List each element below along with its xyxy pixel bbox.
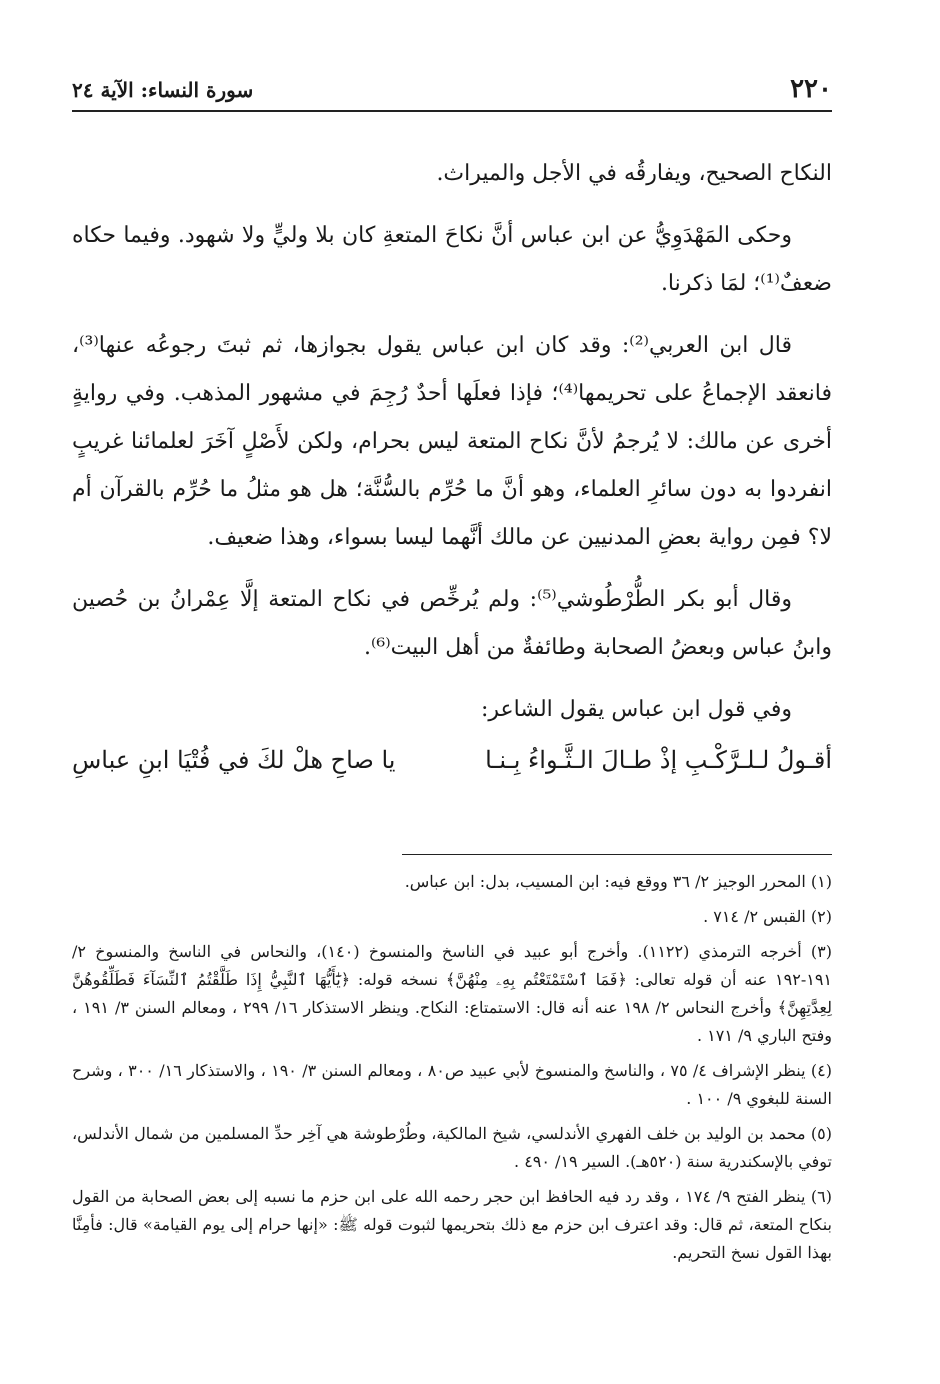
footnote: (٤) ينظر الإشراف ٤/ ٧٥ ، والناسخ والمنسوخ لأبي عبيد ص٨٠ ، ومعالم السنن ٣/ ١٩٠ ، والاستذكار ١٦/ ٣٠٠ ، وشرح السنة للبغوي ٩/ ١٠٠ . <box>72 1061 832 1108</box>
paragraph: وحكى المَهْدَوِيُّ عن ابن عباس أنَّ نكاحَ المتعةِ كان بلا وليٍّ ولا شهود. وفيما حكاه ضعفٌ⁽¹⁾؛ لمَا ذكرنا. <box>72 223 832 296</box>
footnote: (٦) ينظر الفتح ٩/ ١٧٤ ، وقد رد فيه الحافظ ابن حجر رحمه الله على ابن حزم ما نسبه إلى بعض الصحابة من القول بنكاح المتعة، ثم قال: وقد اعترف ابن حزم مع ذلك بتحريمها لثبوت قوله ﷺ: «إنها حرام إلى يوم القيامة» قال: فأمِنَّا بهذا القول نسخ التحريم. <box>72 1187 832 1262</box>
running-title: سورة النساء: الآية ٢٤ <box>72 78 254 102</box>
footnote: (٢) القبس ٢/ ٧١٤ . <box>703 907 832 926</box>
verse-first-hemistich: أقـولُ لـلـرَّكْـبِ إذْ طـالَ الـثَّـواءُ بِـنـا <box>485 746 832 774</box>
poetry-verse <box>72 738 832 782</box>
paragraph: النكاح الصحيح، ويفارقُه في الأجل والميراث. <box>436 161 832 186</box>
footnotes <box>72 868 832 1274</box>
footnote: (٥) محمد بن الوليد بن خلف الفهري الأندلسي، شيخ المالكية، وطُرْطوشة هي آخِر حدِّ المسلمين من شمال الأندلس، توفي بالإسكندرية سنة (٥٢٠هـ). السير ١٩/ ٤٩٠ . <box>72 1124 832 1171</box>
footnote-divider <box>402 854 832 855</box>
page-number: ٢٢٠ <box>790 74 832 104</box>
main-text <box>72 150 832 782</box>
verse-second-hemistich: يا صاحِ هلْ لكَ في فُتْيَا ابنِ عباسِ <box>72 746 396 774</box>
header-divider <box>72 110 832 112</box>
paragraph: وفي قول ابن عباس يقول الشاعر: <box>480 697 792 722</box>
footnote: (٣) أخرجه الترمذي (١١٢٢). وأخرج أبو عبيد في الناسخ والمنسوخ (١٤٠)، والنحاس في الناسخ والمنسوخ ٢/ ١٩١-١٩٢ عنه أن قوله تعالى: ﴿فَمَا ٱسْتَمْتَعْتُم بِهِۦ مِنْهُنَّ﴾ نسخه قوله: ﴿يَٰٓأَيُّهَا ٱلنَّبِيُّ إِذَا طَلَّقْتُمُ ٱلنِّسَآءَ فَطَلِّقُوهُنَّ لِعِدَّتِهِنَّ﴾ وأخرج النحاس ٢/ ١٩٨ عنه أنه قال: الاستمتاع: النكاح. وينظر الاستذكار ١٦/ ٢٩٩ ، ومعالم السنن ٣/ ١٩١ ، وفتح الباري ٩/ ١٧١ . <box>72 942 832 1045</box>
paragraph: قال ابن العربي⁽²⁾: وقد كان ابن عباس يقول بجوازها، ثم ثبتَ رجوعُه عنها⁽³⁾، فانعقد الإجماعُ على تحريمها⁽⁴⁾؛ فإذا فعلَها أحدٌ رُجِمَ في مشهور المذهب. وفي روايةٍ أخرى عن مالك: لا يُرجمُ لأنَّ نكاح المتعة ليس بحرام، ولكن لأَصْلٍ آخَرَ لعلمائنا غريبٍ انفردوا به دون سائرِ العلماء، وهو أنَّ ما حُرِّم بالسُّنَّة؛ هل هو مثلُ ما حُرِّم بالقرآن أم لا؟ فمِن رواية بعضِ المدنيين عن مالك أنَّهما ليسا بسواء، وهذا ضعيف. <box>72 333 832 550</box>
footnote: (١) المحرر الوجيز ٢/ ٣٦ ووقع فيه: ابن المسيب، بدل: ابن عباس. <box>404 872 832 891</box>
page-header <box>72 74 832 104</box>
paragraph: وقال أبو بكر الطُّرْطُوشي⁽⁵⁾: ولم يُرخِّص في نكاح المتعة إلَّا عِمْرانُ بن حُصين وابنُ عباس وبعضُ الصحابة وطائفةٌ من أهل البيت⁽⁶⁾. <box>72 587 832 660</box>
